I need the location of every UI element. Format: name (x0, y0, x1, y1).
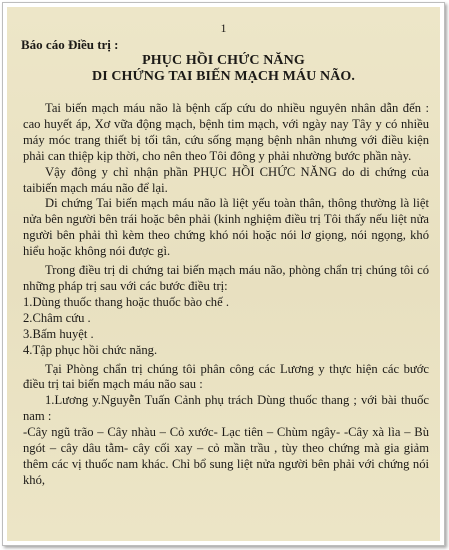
paragraph-herbal-lead: 1.Lương y.Nguyễn Tuấn Cảnh phụ trách Dùng thuốc thang ; với bài thuốc nam : (23, 393, 429, 424)
list-item-2: 2.Châm cứu . (23, 310, 91, 325)
list-item-4: 4.Tập phục hồi chức năng. (23, 342, 158, 357)
paragraph-herb-list: -Cây ngũ trão – Cây nhàu – Cỏ xước- Lạc tiên – Chùm ngây- -Cây xà lìa – Bù ngót – cây dâu tằm- cây cối xay – cỏ mần trầu , tùy theo chứng mà gia giảm thêm các vị thuốc nam khác. Chỉ bổ sung liệt nửa người bên phải với chứng nói khó, (23, 425, 429, 487)
paragraph-methods: Trong điều trị di chứng tai biến mạch máu não, phòng chẩn trị chúng tôi có những pháp trị sau với các bước điều trị: (23, 263, 429, 293)
paragraph-scope: Vậy đông y chỉ nhận phần PHỤC HỒI CHỨC NĂNG do di chứng của taibiến mạch máu não để lại. (23, 164, 429, 195)
document-body (23, 101, 429, 489)
paragraph-intro: Tai biến mạch máu não là bệnh cấp cứu do nhiều nguyên nhân dẫn đến : cao huyết áp, Xơ vữa động mạch, bệnh tim mạch, với ngày nay Tây y có nhiều máy móc trang thiết bị tối tân, cứu sống mạng bệnh nhân nhưng với điều kiện phải can thiệp kịp thời, cho nên theo Tôi đông y phải nhường bước phần này. (23, 101, 429, 163)
report-label: Báo cáo Điều trị : (21, 37, 119, 52)
photo-frame (2, 2, 445, 546)
document-title-line-1: PHỤC HỒI CHỨC NĂNG (142, 53, 305, 68)
document-page (7, 7, 440, 541)
document-title-line-2: DI CHỨNG TAI BIẾN MẠCH MÁU NÃO. (91, 69, 355, 84)
paragraph-assignment: Tại Phòng chẩn trị chúng tôi phân công các Lương y thực hiện các bước điều trị tai biến mạch máu não sau : (23, 361, 429, 392)
list-item-3: 3.Bấm huyệt . (23, 326, 94, 341)
paragraph-sequelae: Di chứng Tai biến mạch máu não là liệt yếu toàn thân, thông thường là liệt nửa bên người bên trái hoặc bên phải (kinh nghiệm điều trị Tôi thấy nếu liệt nửa người bên phải thì kèm theo chứng khó nói hoặc nói lơ giọng, nói ngọng, khó hiểu hoặc không nói được gì. (23, 196, 429, 259)
page-number: 1 (220, 21, 227, 35)
list-item-1: 1.Dùng thuốc thang hoặc thuốc bào chế . (23, 294, 229, 309)
